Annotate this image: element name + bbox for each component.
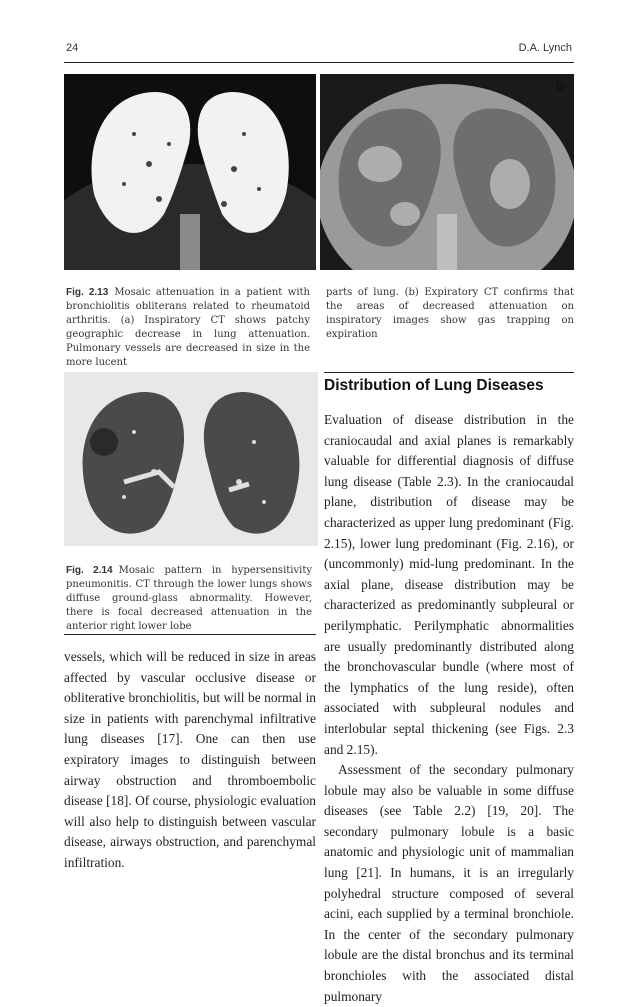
section-heading: Distribution of Lung Diseases bbox=[324, 377, 544, 394]
figure-2-13-caption-text: Mosaic attenuation in a patient with bronchiolitis obliterans related to rheumatoid arthritis. (a) Inspiratory CT shows patchy geographic decrease in lung attenuation. Pulmonary vessels are decreased in size in the more lucent bbox=[66, 287, 311, 368]
section-rule bbox=[324, 372, 574, 373]
figure-2-14-label: Fig. 2.14 bbox=[66, 565, 113, 576]
panel-label-a: a bbox=[68, 78, 76, 94]
header-rule bbox=[64, 62, 574, 63]
figure-2-14-caption-text: Mosaic pattern in hypersensitivity pneumonitis. CT through the lower lungs shows diffuse ground-glass abnormality. However, there is focal decreased attenuation in the anterior right lower lobe bbox=[66, 565, 312, 632]
ct-image-hypersensitivity bbox=[64, 372, 318, 546]
left-column-text bbox=[64, 647, 316, 874]
section-paragraph-2: Assessment of the secondary pulmonary lobule may also be valuable in some diffuse diseases (see Table 2.2) [19, 20]. The secondary pulmonary lobule is a basic anatomic and physiologic unit of mammalian lung [21]. In humans, it is an irregularly polyhedral structure composed of several acini, each supplied by a terminal bronchiole. In the center of the secondary pulmonary lobule are the distal bronchus and its terminal bronchioles with the associated distal pulmonary bbox=[324, 762, 574, 1004]
figure-2-13-label: Fig. 2.13 bbox=[66, 287, 109, 298]
section-paragraph-1: Evaluation of disease distribution in the craniocaudal and axial planes is remarkably valuable for differential diagnosis of diffuse lung disease (Table 2.3). In the craniocaudal plane, distribution of disease may be characterized as upper lung predominant (Fig. 2.15), lower lung predominant (Fig. 2.16), or (uncommonly) mid-lung predominant. In the axial plane, disease distribution may be characterized as predominantly subpleural or perilymphatic. Perilymphatic abnormalities are usually predominantly distributed along the bronchovascular bundle (where most of the lymphatics of the lung reside), often associated with subpleural nodules and interlobular septal thickening (see Figs. 2.3 and 2.15). bbox=[324, 412, 574, 757]
running-author: D.A. Lynch bbox=[518, 42, 572, 54]
right-column-text bbox=[324, 410, 574, 1007]
ct-image-expiratory bbox=[320, 74, 574, 270]
figure-2-14-caption bbox=[66, 564, 312, 634]
body-paragraph: vessels, which will be reduced in size in areas affected by vascular occlusive disease or obliterative bronchiolitis, but will be normal in size in patients with parenchymal infiltrative lung diseases [17]. One can then use expiratory images to distinguish between airway obstruction and thromboembolic disease [18]. Of course, physiologic evaluation will also help to distinguish between vascular disease, airways obstruction, and parenchymal infiltration. bbox=[64, 649, 316, 870]
ct-image-inspiratory bbox=[64, 74, 316, 270]
page-number: 24 bbox=[66, 42, 79, 54]
panel-label-b: b bbox=[556, 78, 565, 94]
figure-2-13-caption-left bbox=[66, 286, 310, 370]
left-column-rule bbox=[64, 634, 316, 635]
figure-2-13-caption-right: parts of lung. (b) Expiratory CT confirms that the areas of decreased attenuation on inspiratory images show gas trapping on expiration bbox=[326, 287, 574, 340]
